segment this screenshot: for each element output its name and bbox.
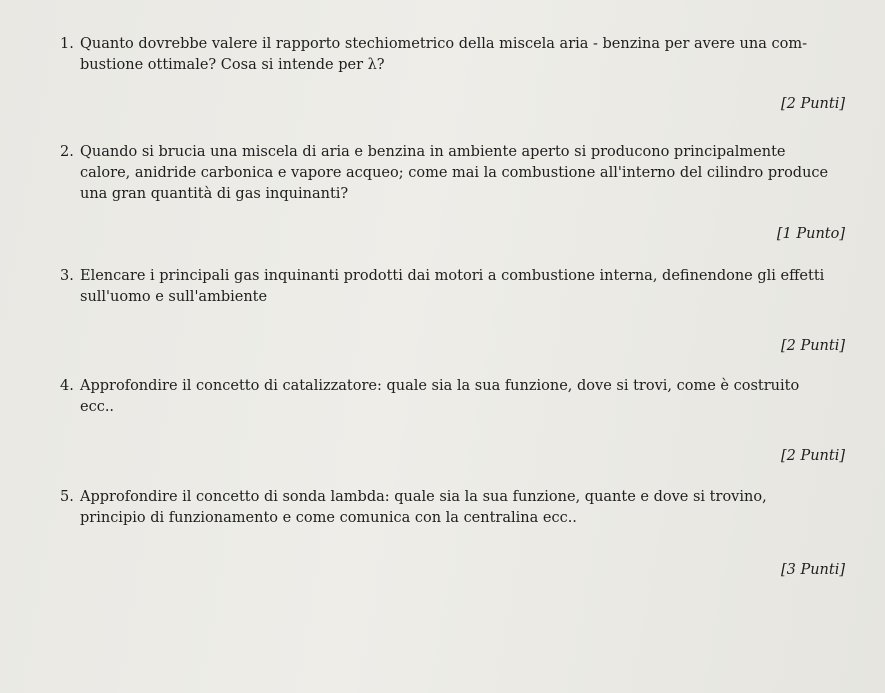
question-3-text <box>60 266 850 308</box>
question-5-text <box>60 487 850 529</box>
question-5-points: [3 Punti] <box>780 562 845 578</box>
question-line: Approfondire il concetto di sonda lambda: quale sia la sua funzione, quante e dove si trovino, <box>80 489 767 505</box>
question-3-points: [2 Punti] <box>780 338 845 354</box>
question-line: principio di funzionamento e come comunica con la centralina ecc.. <box>80 510 577 526</box>
question-2 <box>60 142 850 205</box>
question-line: una gran quantità di gas inquinanti? <box>80 186 349 202</box>
question-number: 1. <box>60 36 74 52</box>
question-number: 2. <box>60 144 74 160</box>
question-4-text <box>60 376 850 418</box>
question-number: 4. <box>60 378 74 394</box>
question-line: sull'uomo e sull'ambiente <box>80 289 268 305</box>
question-1 <box>60 34 850 76</box>
question-1-text <box>60 34 850 76</box>
question-2-points: [1 Punto] <box>776 226 845 242</box>
question-line: bustione ottimale? Cosa si intende per λ? <box>80 57 385 73</box>
question-4-points: [2 Punti] <box>780 448 845 464</box>
question-4 <box>60 376 850 418</box>
question-3 <box>60 266 850 308</box>
question-line: calore, anidride carbonica e vapore acqueo; come mai la combustione all'interno del cilindro produce <box>80 165 829 181</box>
question-line: Quando si brucia una miscela di aria e benzina in ambiente aperto si producono principalmente <box>80 144 786 160</box>
question-line: Quanto dovrebbe valere il rapporto stechiometrico della miscela aria - benzina per avere una com- <box>80 36 807 52</box>
question-line: Elencare i principali gas inquinanti prodotti dai motori a combustione interna, definendone gli effetti <box>80 268 825 284</box>
question-line: ecc.. <box>80 399 115 415</box>
question-number: 3. <box>60 268 74 284</box>
question-number: 5. <box>60 489 74 505</box>
question-5 <box>60 487 850 529</box>
question-1-points: [2 Punti] <box>780 96 845 112</box>
question-line: Approfondire il concetto di catalizzatore: quale sia la sua funzione, dove si trovi, come è costruito <box>80 378 800 394</box>
question-2-text <box>60 142 850 205</box>
